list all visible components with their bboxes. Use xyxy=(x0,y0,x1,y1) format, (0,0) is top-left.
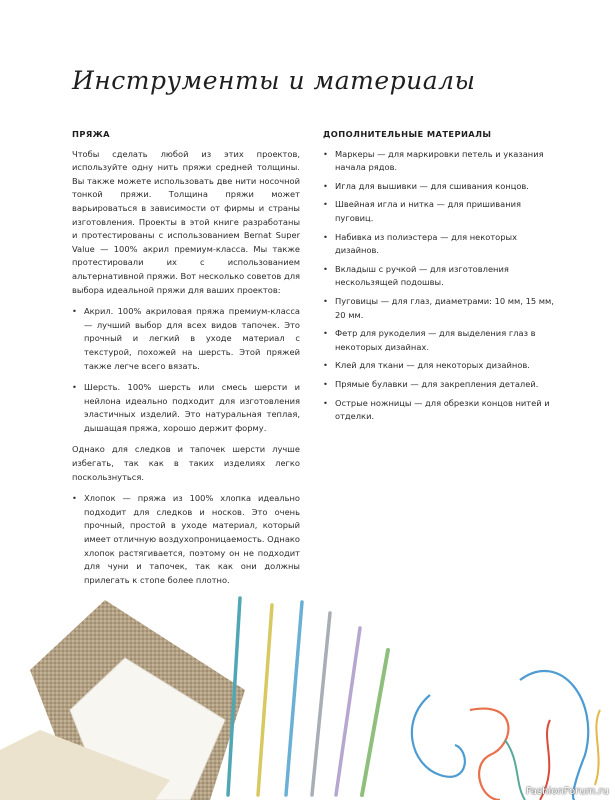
bullet-icon: • xyxy=(72,382,77,393)
crochet-hook-gray xyxy=(312,613,330,795)
watermark: FashionForum.ru xyxy=(525,786,609,797)
bullet-icon: • xyxy=(323,180,328,191)
extra-item-text: Набивка из полиэстера — для некоторых дизайнов. xyxy=(335,231,517,256)
extra-item-text: Острые ножницы — для обрезки концов нитей и отделки. xyxy=(335,397,550,422)
list-item xyxy=(323,327,556,354)
bullet-icon: • xyxy=(323,263,328,274)
extra-item-text: Клей для ткани — для некоторых дизайнов. xyxy=(335,360,530,371)
bullet-icon: • xyxy=(323,295,328,306)
bullet-icon: • xyxy=(323,397,328,408)
yarn-strand-teal xyxy=(505,740,525,800)
bullet-icon: • xyxy=(323,231,328,242)
page-title: Инструменты и материалы xyxy=(72,66,476,95)
list-item xyxy=(323,359,556,373)
bullet-icon: • xyxy=(323,328,328,339)
list-item xyxy=(72,492,300,587)
list-item xyxy=(72,305,300,373)
yarn-section xyxy=(72,128,300,595)
bullet-icon: • xyxy=(323,360,328,371)
list-item xyxy=(323,231,556,258)
list-item xyxy=(323,263,556,290)
yarn-strand-blue xyxy=(412,671,588,800)
extra-materials-section xyxy=(323,128,556,432)
crochet-hook-green xyxy=(362,650,388,795)
extra-item-text: Швейная игла и нитка — для пришивания пуговиц. xyxy=(335,199,522,223)
crochet-hook-blue xyxy=(286,602,302,795)
list-item xyxy=(323,397,556,424)
extra-materials-list xyxy=(323,148,556,424)
list-item xyxy=(323,378,556,392)
yarn-strand-yellow xyxy=(595,710,600,785)
bullet-icon: • xyxy=(72,306,77,317)
list-item xyxy=(323,198,556,225)
bullet-icon: • xyxy=(323,148,328,159)
crochet-hook-yellow xyxy=(258,605,272,795)
yarn-strand-orange xyxy=(470,709,508,800)
yarn-acrylic-text: Акрил. 100% акриловая пряжа премиум-класса — лучший выбор для всех видов тапочек. Это прочный и легкий в уходе материал с текстурой, похожей на шерсть. Этой пряжей также легче всего вязать. xyxy=(84,306,300,371)
list-item xyxy=(323,148,556,175)
yarn-note-paragraph: Однако для следков и тапочек шерсти лучше избегать, так как в таких изделиях легко поскользнуться. xyxy=(72,444,300,482)
bullet-icon: • xyxy=(72,493,77,504)
yarn-heading: ПРЯЖА xyxy=(72,129,110,139)
crochet-hook-lilac xyxy=(336,628,360,795)
yarn-cotton-text: Хлопок — пряжа из 100% хлопка идеально подходит для следков и носков. Это очень прочный, простой в уходе материал, который имеет отличную воздухопроницаемость. Однако хлопок растягивается, поэтому он не подходит для чуни и тапочек, так как они должны прилегать к стопе более плотно. xyxy=(84,493,300,585)
extra-item-text: Вкладыш с ручкой — для изготовления нескользящей подошвы. xyxy=(335,263,509,288)
extra-item-text: Игла для вышивки — для сшивания концов. xyxy=(335,180,529,191)
yarn-wool-text: Шерсть. 100% шерсть или смесь шерсти и нейлона идеально подходит для изготовления эластичных изделий. Это натуральная теплая, дышащая пряжа, хорошо держит форму. xyxy=(84,382,300,433)
yarn-intro-paragraph: Чтобы сделать любой из этих проектов, используйте одну нить пряжи средней толщины. Вы также можете использовать две нити носочной тонкой пряжи. Толщина пряжи может варьироваться в зависимости от фирмы и страны изготовления. Проекты в этой книге разработаны и протестированы с использованием Bernat Super Value — 100% акрил премиум-класса. Мы также протестировали их с использованием альтернативной пряжи. Вот несколько советов для выбора идеальной пряжи для ваших проектов: xyxy=(72,148,300,295)
list-item xyxy=(72,381,300,435)
extra-item-text: Пуговицы — для глаз, диаметрами: 10 мм, 15 мм, 20 мм. xyxy=(335,295,554,320)
crafting-supplies-photo xyxy=(0,580,615,800)
bullet-icon: • xyxy=(323,378,328,389)
list-item xyxy=(323,295,556,322)
yarn-bullet-list-a xyxy=(72,305,300,435)
extra-item-text: Фетр для рукоделия — для выделения глаз в некоторых дизайнах. xyxy=(335,328,536,352)
extra-item-text: Маркеры — для маркировки петель и указания начала рядов. xyxy=(335,148,544,173)
yarn-bullet-list-b xyxy=(72,492,300,587)
bullet-icon: • xyxy=(323,199,328,210)
extra-item-text: Прямые булавки — для закрепления деталей. xyxy=(335,378,539,389)
list-item xyxy=(323,180,556,194)
extra-materials-heading: ДОПОЛНИТЕЛЬНЫЕ МАТЕРИАЛЫ xyxy=(323,129,492,139)
